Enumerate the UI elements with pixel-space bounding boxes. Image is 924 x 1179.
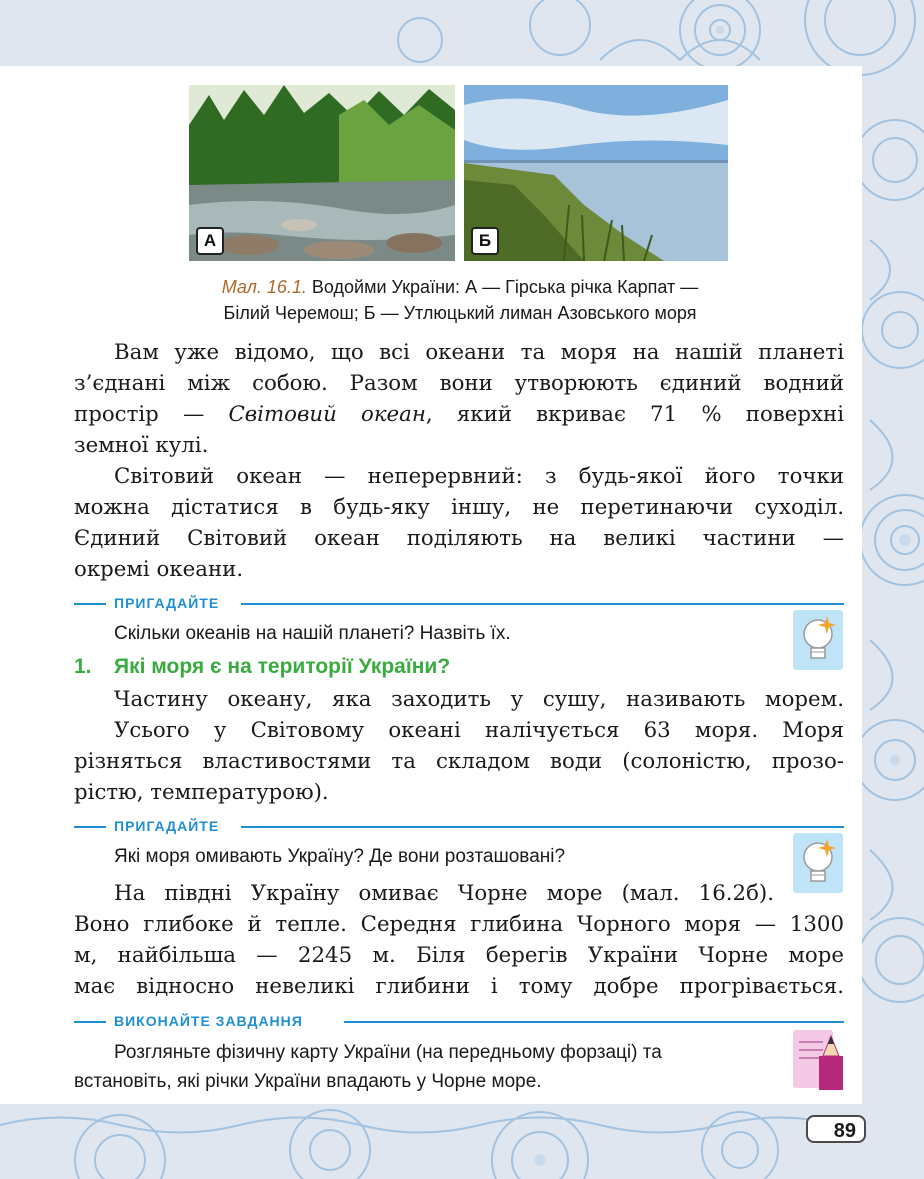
paragraph-1-line-2: з’єднані між собою. Разом вони утворюють єдиний водний	[74, 371, 844, 396]
paragraph-1-line-3: простір — Світовий океан, який вкриває 71 % поверхні	[74, 402, 845, 427]
task-line-1: Розгляньте фізичну карту України (на передньому форзаці) та	[114, 1042, 662, 1063]
lightbulb-icon	[793, 610, 843, 670]
photo-label-b: Б	[471, 227, 499, 255]
photo-estuary	[464, 85, 728, 261]
remember-label-1: ПРИГАДАЙТЕ	[114, 594, 223, 612]
term-world-ocean: Світовий океан	[228, 402, 426, 427]
paragraph-3-line-1: Частину океану, яка заходить у сушу, називають морем.	[114, 687, 844, 712]
paragraph-5-line-2: Воно глибоке й тепле. Середня глибина Чорного моря — 1300	[74, 912, 844, 937]
caption-line-1: Водойми України: А — Гірська річка Карпат —	[311, 277, 699, 297]
paragraph-5-line-4: має відносно невеликі глибини і тому добре прогрівається.	[74, 974, 844, 999]
paragraph-2-line-1: Світовий океан — неперервний: з будь-якої його точки	[114, 464, 844, 489]
paragraph-4-line-3: рістю, температурою).	[74, 780, 329, 805]
task-label: ВИКОНАЙТЕ ЗАВДАННЯ	[114, 1012, 307, 1030]
remember-label-2: ПРИГАДАЙТЕ	[114, 817, 223, 835]
paragraph-2-line-2: можна дістатися в будь-яку іншу, не перетинаючи суходіл.	[74, 495, 844, 520]
paragraph-5-line-1: На півдні Україну омиває Чорне море (мал. 16.2б).	[114, 881, 774, 906]
caption-number: Мал. 16.1.	[221, 277, 307, 297]
paragraph-2-line-4: окремі океани.	[74, 557, 244, 582]
paragraph-4-line-1: Усього у Світовому океані налічується 63 моря. Моря	[114, 718, 844, 743]
remember-bar-1	[74, 594, 844, 612]
page-number: 89	[806, 1115, 866, 1143]
paragraph-1-line-1: Вам уже відомо, що всі океани та моря на нашій планеті	[114, 340, 844, 365]
paragraph-2-line-3: Єдиний Світовий океан поділяють на великі частини —	[74, 526, 844, 551]
paragraph-1-line-4: земної кулі.	[74, 433, 209, 458]
photo-label-a: А	[196, 227, 224, 255]
photo-mountain-river	[189, 85, 455, 261]
notebook-pencil-icon	[793, 1030, 845, 1092]
remember-bar-2	[74, 817, 844, 835]
figure-caption	[120, 274, 800, 326]
remember-question-1: Скільки океанів на нашій планеті? Назвіть їх.	[114, 623, 511, 644]
task-bar	[74, 1012, 844, 1030]
paragraph-4-line-2: різняться властивостями та складом води (солоністю, прозо-	[74, 749, 844, 774]
remember-question-2: Які моря омивають Україну? Де вони розташовані?	[114, 846, 566, 867]
caption-line-2: Білий Черемош; Б — Утлюцький лиман Азовського моря	[223, 303, 697, 323]
lightbulb-icon	[793, 833, 843, 893]
section-heading-1: 1. Які моря є на території України?	[74, 655, 451, 678]
task-line-2: встановіть, які річки України впадають у Чорне море.	[74, 1071, 542, 1092]
paragraph-5-line-3: м, найбільша — 2245 м. Біля берегів України Чорне море	[74, 943, 844, 968]
